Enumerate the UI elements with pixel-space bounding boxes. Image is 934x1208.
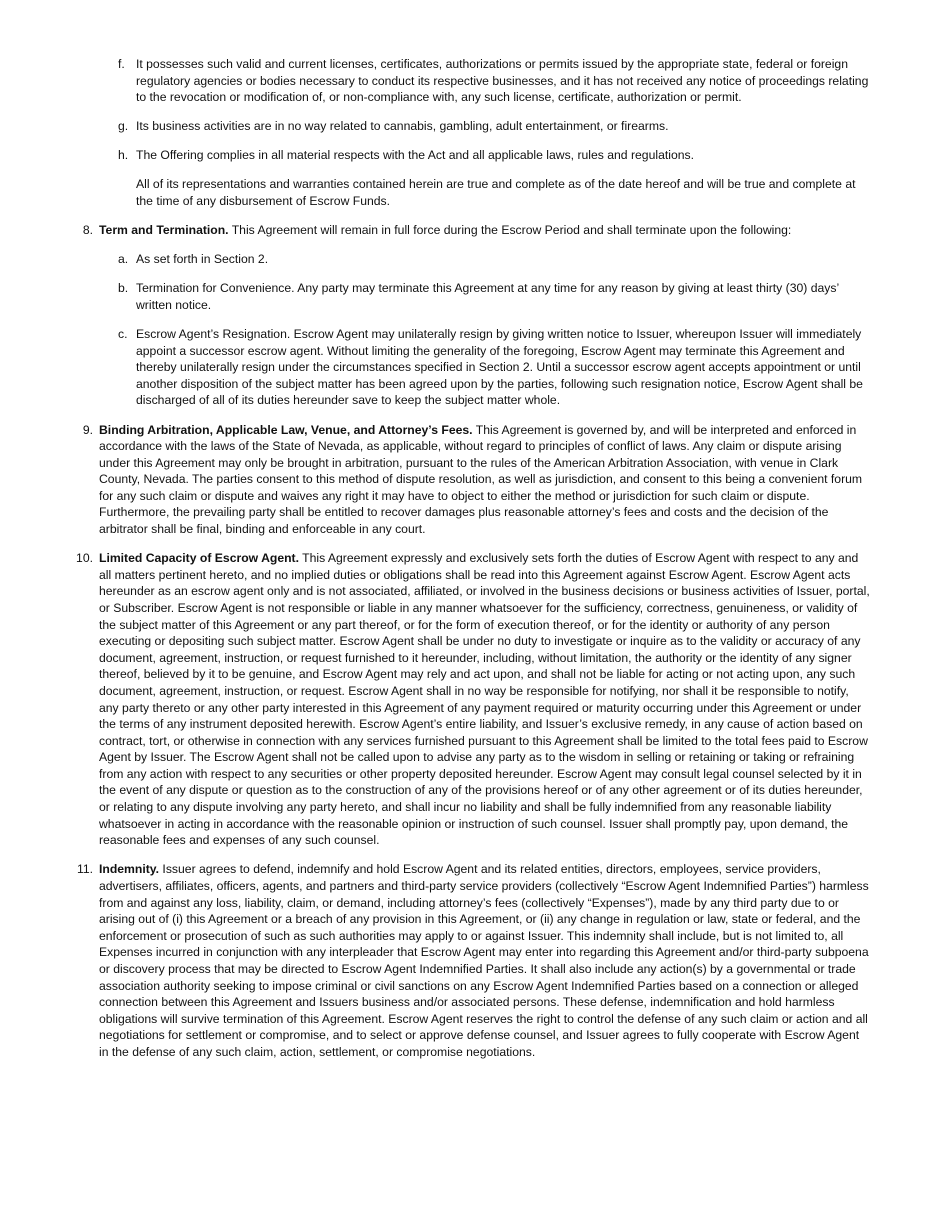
- list-item-text: The Offering complies in all material respects with the Act and all applicable laws, rules and regulations.: [136, 148, 694, 163]
- section-11-indemnity: [76, 861, 871, 1060]
- list-item-text: As set forth in Section 2.: [136, 252, 269, 267]
- section-title: Limited Capacity of Escrow Agent.: [99, 551, 299, 566]
- list-item-label: h.: [118, 148, 129, 163]
- section-title: Term and Termination.: [99, 223, 229, 238]
- list-item-label: f.: [118, 57, 125, 71]
- section-body: [99, 550, 871, 849]
- section-title: Indemnity.: [99, 862, 160, 877]
- section-body: [99, 222, 871, 239]
- list-item-b: [118, 280, 871, 313]
- section-body: [99, 861, 871, 1060]
- section-number: 9.: [82, 422, 93, 437]
- section-9-binding-arbitration: [82, 422, 871, 538]
- list-item-label: b.: [118, 281, 129, 296]
- list-item-c: [118, 326, 871, 409]
- list-item-text: It possesses such valid and current licenses, certificates, authorizations or permits issued by the appropriate state, federal or foreign regulatory agencies or bodies necessary to conduct its respective businesses, and it has not received any notice of proceedings relating to the revocation or modification of, or non-compliance with, any such license, certificate, authorization or permit.: [136, 57, 869, 105]
- section-text: This Agreement is governed by, and will be interpreted and enforced in accordance with the laws of the State of Nevada, as applicable, without regard to principles of conflict of laws. Any claim or dispute arising under this Agreement may only be brought in arbitration, pursuant to the rules of the American Arbitration Association, with venue in Clark County, Nevada. The parties consent to this method of dispute resolution, as well as jurisdiction, and consent to this being a convenient forum for any such claim or dispute and waives any right it may have to object to either the method or jurisdiction for such claim or dispute. Furthermore, the prevailing party shall be entitled to recover damages plus reasonable attorney’s fees and costs and the decision of the arbitrator shall be final, binding and enforceable in any court.: [99, 422, 863, 537]
- section-10-limited-capacity: [76, 550, 871, 849]
- section-8-term-and-termination: [82, 222, 871, 239]
- section-text: This Agreement will remain in full force during the Escrow Period and shall terminate upon the following:: [228, 223, 792, 238]
- list-item-g: [118, 118, 871, 135]
- section-body: [99, 422, 871, 538]
- section-text: This Agreement expressly and exclusively sets forth the duties of Escrow Agent with respect to any and all matters pertinent hereto, and no implied duties or obligations shall be read into this Agreement against Escrow Agent. Escrow Agent acts hereunder as an escrow agent only and is not associated, affiliated, or involved in the business decisions or business activities of Issuer, portal, or Subscriber. Escrow Agent is not responsible or liable in any manner whatsoever for the sufficiency, correctness, genuineness, or validity of the subject matter of this Agreement or any part thereof, or for the form of execution thereof, or for the identity or authority of any person executing or depositing such subject matter. Escrow Agent shall be under no duty to investigate or inquire as to the validity or accuracy of any document, agreement, instruction, or request furnished to it hereunder, including, without limitation, the authority or the identity of any signer thereof, believed by it to be genuine, and Escrow Agent may rely and act upon, and shall not be liable for acting or not acting upon, any such document, agreement, instruction, or request. Escrow Agent shall in no way be responsible for notifying, nor shall it be responsible to notify, any party thereto or any other party interested in this Agreement of any payment required or maturity occurring under this Agreement or under the terms of any instrument deposited herewith. Escrow Agent’s entire liability, and Issuer’s exclusive remedy, in any cause of action based on contract, tort, or otherwise in connection with any services furnished pursuant to this Agreement shall be limited to the total fees paid to Escrow Agent by Issuer. The Escrow Agent shall not be called upon to advise any party as to the wisdom in selling or retaining or taking or refraining from any action with respect to any securities or other property deposited hereunder. Escrow Agent may consult legal counsel selected by it in the event of any dispute or question as to the construction of any of the provisions hereof or of any other agreement or of its duties hereunder, or relating to any dispute involving any party hereto, and shall incur no liability and shall be fully indemnified from any reasonable liability whatsoever in acting in accordance with the reasonable opinion or instruction of such counsel. Issuer shall promptly pay, upon demand, the reasonable fees and expenses of any such counsel.: [99, 551, 870, 848]
- list-item-text: Its business activities are in no way related to cannabis, gambling, adult entertainment, or firearms.: [136, 119, 669, 134]
- list-item-label: a.: [118, 252, 129, 267]
- document-page: [0, 56, 934, 1073]
- section-number: 11.: [76, 862, 93, 877]
- section-title: Binding Arbitration, Applicable Law, Venue, and Attorney’s Fees.: [99, 422, 473, 437]
- section-text: Issuer agrees to defend, indemnify and hold Escrow Agent and its related entities, directors, employees, service providers, advertisers, affiliates, officers, agents, and partners and third-party service providers (collectively “Escrow Agent Indemnified Parties”) harmless from and against any loss, liability, claim, or demand, including attorney’s fees (collectively “Expenses”), made by any third party due to or arising out of (i) this Agreement or a breach of any provision in this Agreement, or (ii) any change in regulation or law, state or federal, and the enforcement or prosecution of such as such authorities may apply to or against Issuer. This indemnity shall include, but is not limited to, all Expenses incurred in conjunction with any interpleader that Escrow Agent may enter into regarding this Agreement and/or third-party subpoena or discovery process that may be directed to Escrow Agent Indemnified Parties. It shall also include any action(s) by a governmental or trade association authority seeking to impose criminal or civil sanctions on any Escrow Agent Indemnified Parties based on a connection or alleged connection between this Agreement and Issuers business and/or associated persons. These defense, indemnification and hold harmless obligations will survive termination of this Agreement. Escrow Agent reserves the right to control the defense of any such claim or action and all negotiations for settlement or compromise, and to select or approve defense counsel, and Issuer agrees to fully cooperate with Escrow Agent in the defense of any such claim, action, settlement, or compromise negotiations.: [99, 862, 869, 1059]
- section-number: 10.: [76, 551, 93, 566]
- list-item-text: Termination for Convenience. Any party may terminate this Agreement at any time for any reason by giving at least thirty (30) days’ written notice.: [136, 281, 839, 312]
- list-item-h: [118, 147, 871, 164]
- section-number: 8.: [82, 223, 93, 238]
- list-item-a: [118, 251, 871, 268]
- list-item-label: g.: [118, 119, 129, 134]
- closing-paragraph: All of its representations and warranties contained herein are true and complete as of the date hereof and will be true and complete at the time of any disbursement of Escrow Funds.: [136, 177, 856, 209]
- list-item-text: Escrow Agent’s Resignation. Escrow Agent may unilaterally resign by giving written notice to Issuer, whereupon Issuer will immediately appoint a successor escrow agent. Without limiting the generality of the foregoing, Escrow Agent may terminate this Agreement and thereby unilaterally resign under the circumstances specified in Section 2. Until a successor escrow agent accepts appointment or until another disposition of the subject matter has been agreed upon by the parties, following such resignation notice, Escrow Agent shall be discharged of all of its duties hereunder save to keep the subject matter whole.: [136, 327, 863, 408]
- list-item-label: c.: [118, 327, 128, 342]
- list-item-f: [118, 56, 871, 106]
